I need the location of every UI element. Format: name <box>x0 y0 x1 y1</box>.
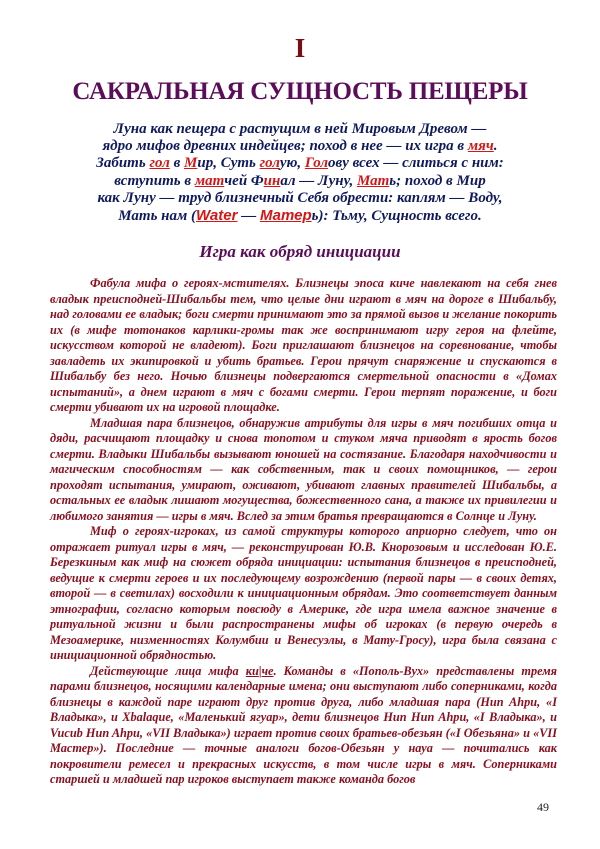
epigraph-text: вступить в <box>114 172 195 189</box>
paragraph-text: Действующие лица мифа <box>90 663 246 678</box>
epigraph-highlight: Мат <box>357 172 390 189</box>
section-title: Игра как обряд инициации <box>199 242 401 261</box>
epigraph-text: ову всех — слиться с ним: <box>328 155 504 172</box>
paragraph-4 <box>50 664 557 788</box>
epigraph-text: Забить <box>96 155 150 172</box>
syllable-separator: | <box>258 663 262 678</box>
epigraph-highlight: Гол <box>304 155 329 172</box>
epigraph-line-2 <box>0 138 600 155</box>
epigraph-text: ир, Суть <box>197 155 260 172</box>
epigraph-text: . <box>493 138 498 155</box>
page-number: 49 <box>537 800 549 814</box>
epigraph-highlight: М <box>184 155 198 172</box>
epigraph-text: ядро мифов древних индейцев; поход в нее — их игра в <box>102 138 468 155</box>
epigraph-highlight: Water <box>196 207 238 225</box>
epigraph-text: чей Ф <box>224 172 264 189</box>
chapter-title: САКРАЛЬНАЯ СУЩНОСТЬ ПЕЩЕРЫ <box>72 78 528 105</box>
epigraph-highlight: гол <box>259 155 280 172</box>
epigraph-line-3 <box>0 155 600 172</box>
epigraph-text: ал — Луну, <box>280 172 357 189</box>
paragraph-text: . Команды в «Пополь-Вух» представлены тремя парами близнецов, носящими календарные имена; они выступают либо соперниками, когда близнецы в каждой паре играют друг против друга, либо младшая пара (Hun Ahpu, «I Владыка», и Xbalaque, «Маленький ягуар», дети близнецов Hun Hun Ahpu, «I Владыка», и Vucub Hun Ahpu, «VII Владыка») играет против своих братьев-обезьян («I Обезьяна» и «VII Мастер»). Последние — точные аналоги богов-Обезьян у науа — почитались как покровители ремесел и прекрасных искусств, в том числе игры в мяч. Соперниками старшей и младшей пар игроков выступает также команда богов <box>50 663 558 786</box>
epigraph-line-1: Луна как пещера с растущим в ней Мировым Древом — <box>113 121 487 137</box>
underlined-syllable: ки <box>245 663 259 678</box>
paragraph-1: Фабула мифа о героях-мстителях. Близнецы эпоса киче навлекают на себя гнев владык преисподней-Шибальбы тем, что целые дни играют в мяч на дороге в Шибальбу, над головами ее владык; боги смерти принимают это за прямой вызов и желание покорить их (в мифе тотонаков карлики-громы так же воспринимают игру героя на флейте, искусством которой не владеют). Боги приглашают близнецов на соревнование, чтобы завладеть их экипировкой и убить братьев. Герои прячут снаряжение и спускаются в Шибальбу без него. Ночью близнецы подвергаются смертельной опасности в «Домах испытаний», а днем играют в мяч с богами смерти. Герои терпят поражение, и боги смерти убивают их на игровой площадке. <box>50 276 557 414</box>
epigraph <box>0 121 600 225</box>
epigraph-highlight: мат <box>194 172 225 189</box>
paragraph-2: Младшая пара близнецов, обнаружив атрибуты для игры в мяч погибших отца и дяди, расчищают площадку и снова топотом и стуком мяча приводят в ярость богов смерти. Владыки Шибальбы вызывают юношей на состязание. Благодаря находчивости и магическим способностям — как собственным, так и своих помощников, — герои проходят испытания, умирают, оживают, убивают главных правителей Шибальбы, а остальных ее владык лишают могущества, божественного сана, а также их привилегии и любимого занятия — игры в мяч. Вслед за этим братья превращаются в Солнце и Луну. <box>50 415 557 523</box>
epigraph-text: ь): Тьму, Сущность всего. <box>311 208 482 225</box>
underlined-syllable: че <box>261 663 274 678</box>
epigraph-line-6 <box>0 207 600 225</box>
paragraph-3: Миф о героях-игроках, из самой структуры которого априорно следует, что он отражает ритуал игры в мяч, — реконструирован Ю.В. Кнорозовым и исследован Ю.Е. Березкиным как миф на сюжет обряда инициации: испытания близнецов в преисподней, ведущие к смерти героев и их последующему возрождению (первой пары — в своих детях, второй — в светилах) восходили к инициационным обрядам. Это соответствует данным этнографии, согласно которым повсюду в Америке, где игра имела важное значение в ритуальной жизни и были распространены мифы об игроках (в первую очередь в Мезоамерике, низменностях Колумбии и Венесуэлы, в Мату-Гросу), игра была связана с инициационной обрядностью. <box>50 524 557 662</box>
epigraph-highlight: ин <box>263 172 281 189</box>
epigraph-line-4 <box>0 173 600 190</box>
epigraph-text: ую, <box>279 155 305 172</box>
epigraph-highlight: мяч <box>467 138 494 155</box>
epigraph-line-5: как Луну — труд близнечный Себя обрести: каплям — Воду, <box>97 189 503 206</box>
epigraph-text: Мать нам ( <box>118 208 197 225</box>
epigraph-text: ь; поход в Мир <box>389 172 486 189</box>
epigraph-text: — <box>237 208 260 225</box>
epigraph-text: в <box>169 155 185 172</box>
body-text <box>50 276 557 788</box>
epigraph-highlight: Матер <box>259 207 312 225</box>
epigraph-highlight: гол <box>149 155 170 172</box>
chapter-number: I <box>294 33 306 63</box>
